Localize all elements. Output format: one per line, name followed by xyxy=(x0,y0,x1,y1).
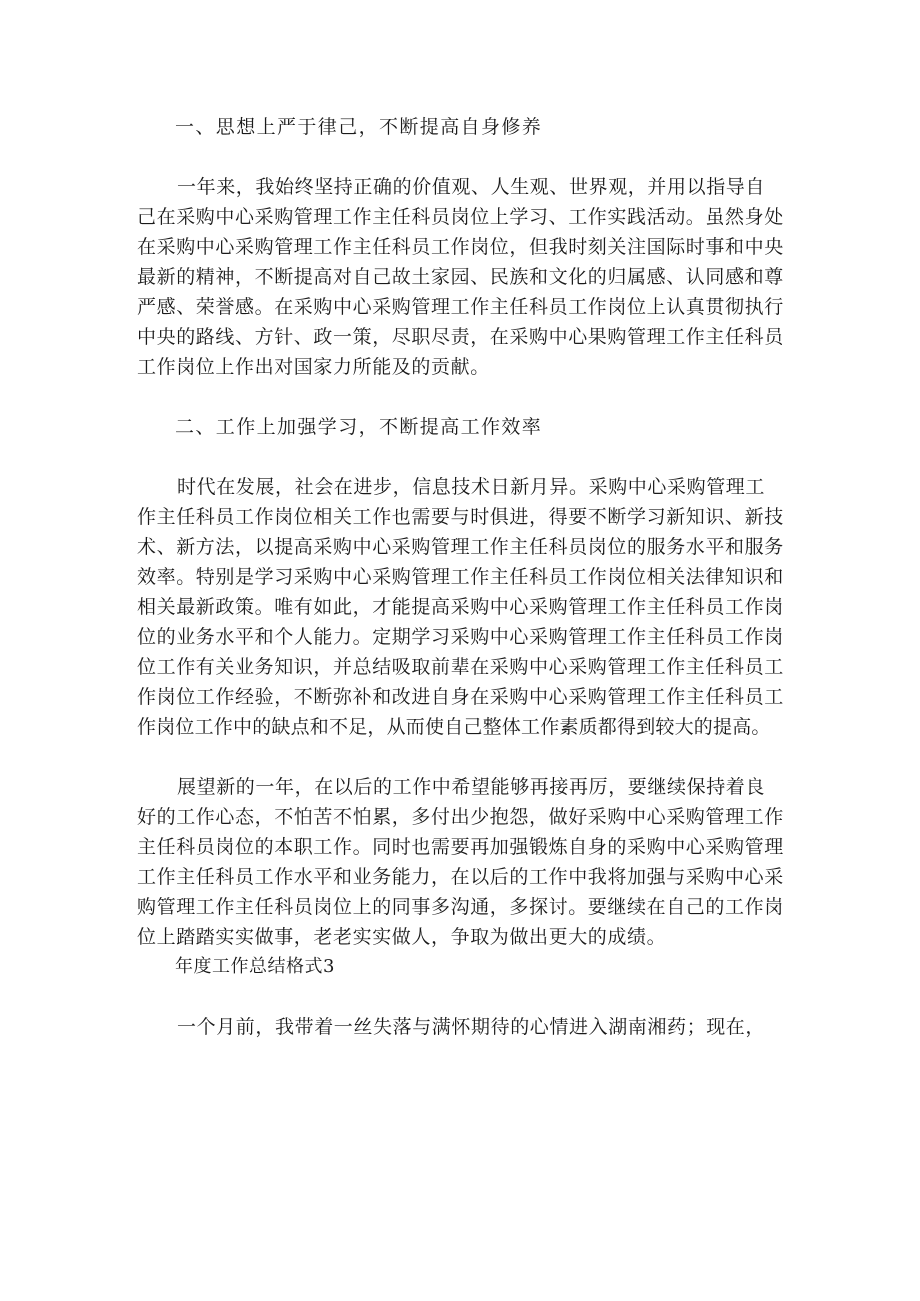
section-heading-1: 一、思想上严于律己，不断提高自身修养 xyxy=(175,116,543,138)
paragraph-line: 购管理工作主任科员岗位上的同事多沟通，多探讨。要继续在自己的工作岗 xyxy=(137,896,784,918)
paragraph-1 xyxy=(137,172,789,382)
paragraph-line: 位工作有关业务知识，并总结吸取前辈在采购中心采购管理工作主任科员工 xyxy=(137,656,784,678)
section-heading-2: 二、工作上加强学习，不断提高工作效率 xyxy=(175,416,543,438)
paragraph-line: 相关最新政策。唯有如此，才能提高采购中心采购管理工作主任科员工作岗 xyxy=(137,596,784,618)
paragraph-line: 位的业务水平和个人能力。定期学习采购中心采购管理工作主任科员工作岗 xyxy=(137,626,784,648)
paragraph-2 xyxy=(137,472,789,742)
paragraph-line: 术、新方法，以提高采购中心采购管理工作主任科员岗位的服务水平和服务 xyxy=(137,536,784,558)
paragraph-line: 主任科员岗位的本职工作。同时也需要再加强锻炼自身的采购中心采购管理 xyxy=(137,836,784,858)
spacer xyxy=(137,382,789,412)
paragraph-line: 在采购中心采购管理工作主任科员工作岗位，但我时刻关注国际时事和中央 xyxy=(137,236,784,258)
spacer xyxy=(137,742,789,772)
document-body xyxy=(137,112,789,1042)
paragraph-line: 己在采购中心采购管理工作主任科员岗位上学习、工作实践活动。虽然身处 xyxy=(137,206,784,228)
paragraph-line: 最新的精神，不断提高对自己故土家园、民族和文化的归属感、认同感和尊 xyxy=(137,266,784,288)
subtitle: 年度工作总结格式3 xyxy=(175,956,335,977)
paragraph-line: 一个月前，我带着一丝失落与满怀期待的心情进入湖南湘药；现在， xyxy=(177,1016,766,1038)
paragraph-4 xyxy=(137,1012,789,1042)
paragraph-line: 严感、荣誉感。在采购中心采购管理工作主任科员工作岗位上认真贯彻执行 xyxy=(137,296,784,318)
paragraph-line: 作主任科员工作岗位相关工作也需要与时俱进，得要不断学习新知识、新技 xyxy=(137,506,784,528)
paragraph-line: 工作岗位上作出对国家力所能及的贡献。 xyxy=(137,356,490,378)
paragraph-line: 作岗位工作中的缺点和不足，从而使自己整体工作素质都得到较大的提高。 xyxy=(137,716,771,738)
paragraph-line: 好的工作心态，不怕苦不怕累，多付出少抱怨，做好采购中心采购管理工作 xyxy=(137,806,784,828)
paragraph-line: 位上踏踏实实做事，老老实实做人，争取为做出更大的成绩。 xyxy=(137,926,667,948)
paragraph-3 xyxy=(137,772,789,952)
paragraph-line: 时代在发展，社会在进步，信息技术日新月异。采购中心采购管理工 xyxy=(177,476,766,498)
spacer xyxy=(137,982,789,1012)
spacer xyxy=(137,442,789,472)
paragraph-line: 工作主任科员工作水平和业务能力，在以后的工作中我将加强与采购中心采 xyxy=(137,866,784,888)
spacer xyxy=(137,142,789,172)
paragraph-line: 中央的路线、方针、政一策，尽职尽责，在采购中心果购管理工作主任科员 xyxy=(137,326,784,348)
paragraph-line: 展望新的一年，在以后的工作中希望能够再接再厉，要继续保持着良 xyxy=(177,776,766,798)
paragraph-line: 一年来，我始终坚持正确的价值观、人生观、世界观，并用以指导自 xyxy=(177,176,766,198)
paragraph-line: 作岗位工作经验，不断弥补和改进自身在采购中心采购管理工作主任科员工 xyxy=(137,686,784,708)
paragraph-line: 效率。特别是学习采购中心采购管理工作主任科员工作岗位相关法律知识和 xyxy=(137,566,784,588)
